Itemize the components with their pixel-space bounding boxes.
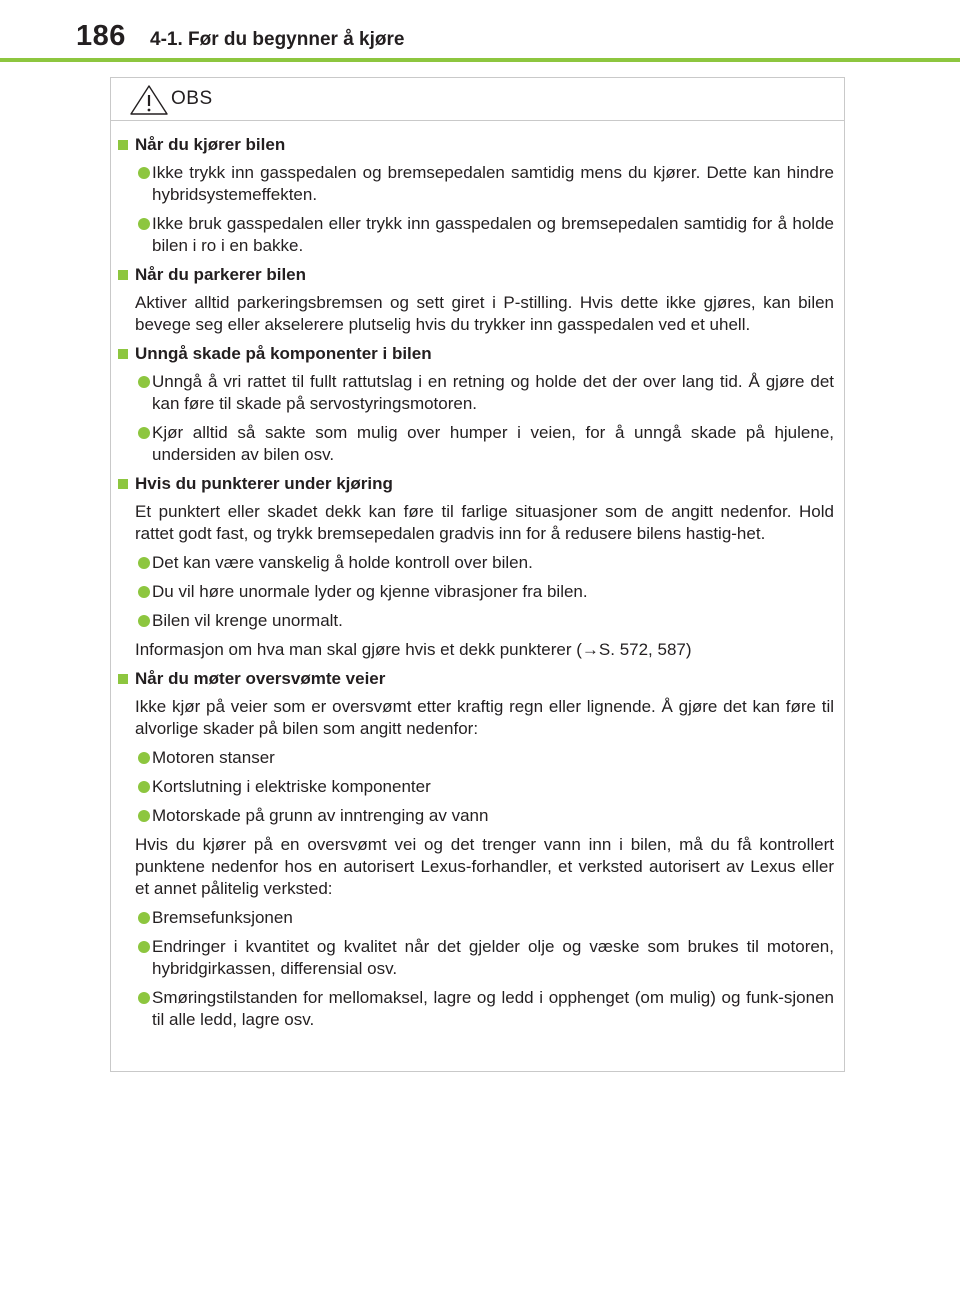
section-heading: Når du møter oversvømte veier [111, 668, 844, 690]
round-bullet-icon [138, 615, 150, 627]
list-item: Kortslutning i elektriske komponenter [111, 776, 844, 798]
square-bullet-icon [118, 270, 128, 280]
round-bullet-icon [138, 752, 150, 764]
round-bullet-icon [138, 557, 150, 569]
round-bullet-icon [138, 586, 150, 598]
paragraph: Et punktert eller skadet dekk kan føre til farlige situasjoner som de angitt nedenfor. Hold rattet godt fast, og trykk bremsepedalen gradvis inn for å redusere bilens hastig-het. [135, 502, 834, 543]
square-bullet-icon [118, 140, 128, 150]
round-bullet-icon [138, 941, 150, 953]
obs-label: OBS [171, 88, 213, 109]
section-heading: Hvis du punkterer under kjøring [111, 473, 844, 495]
list-item: Ikke trykk inn gasspedalen og bremsepedalen samtidig mens du kjører. Dette kan hindre hybridsystemeffekten. [111, 162, 844, 206]
list-item: Motorskade på grunn av inntrenging av vann [111, 805, 844, 827]
list-item: Det kan være vanskelig å holde kontroll over bilen. [111, 552, 844, 574]
page-reference: Informasjon om hva man skal gjøre hvis et dekk punkterer (→S. 572, 587) [135, 640, 692, 659]
section-heading: Unngå skade på komponenter i bilen [111, 343, 844, 365]
list-item: Endringer i kvantitet og kvalitet når det gjelder olje og væske som brukes til motoren, hybridgirkassen, differensial osv. [111, 936, 844, 980]
list-item: Bremsefunksjonen [111, 907, 844, 929]
list-item: Unngå å vri rattet til fullt rattutslag i en retning og holde det der over lang tid. Å gjøre det kan føre til skade på servostyringsmotoren. [111, 371, 844, 415]
round-bullet-icon [138, 167, 150, 179]
list-item: Du vil høre unormale lyder og kjenne vibrasjoner fra bilen. [111, 581, 844, 603]
round-bullet-icon [138, 427, 150, 439]
list-item: Ikke bruk gasspedalen eller trykk inn gasspedalen og bremsepedalen samtidig for å holde bilen i ro i en bakke. [111, 213, 844, 257]
obs-content [111, 134, 844, 1038]
square-bullet-icon [118, 349, 128, 359]
round-bullet-icon [138, 218, 150, 230]
page-header [0, 0, 960, 62]
paragraph: Aktiver alltid parkeringsbremsen og sett giret i P-stilling. Hvis dette ikke gjøres, kan bilen bevege seg eller akselerere plutselig hvis du trykker inn gasspedalen ved et uhell. [135, 293, 834, 334]
list-item: Motoren stanser [111, 747, 844, 769]
square-bullet-icon [118, 674, 128, 684]
round-bullet-icon [138, 992, 150, 1004]
section-puncture [111, 473, 844, 661]
round-bullet-icon [138, 781, 150, 793]
section-flooded-roads [111, 668, 844, 1031]
list-item: Smøringstilstanden for mellomaksel, lagre og ledd i opphenget (om mulig) og funk-sjonen til alle ledd, lagre osv. [111, 987, 844, 1031]
section-title: 4-1. Før du begynner å kjøre [150, 29, 405, 50]
header-rule [0, 58, 960, 62]
paragraph: Ikke kjør på veier som er oversvømt etter kraftig regn eller lignende. Å gjøre det kan føre til alvorlige skader på bilen som angitt nedenfor: [135, 697, 834, 738]
list-item: Bilen vil krenge unormalt. [111, 610, 844, 632]
round-bullet-icon [138, 810, 150, 822]
obs-warning-box [110, 77, 845, 1072]
page-number: 186 [76, 20, 126, 52]
obs-header [111, 78, 844, 121]
list-item: Kjør alltid så sakte som mulig over humper i veien, for å unngå skade på hjulene, undersiden av bilen osv. [111, 422, 844, 466]
section-heading: Når du kjører bilen [111, 134, 844, 156]
section-driving [111, 134, 844, 257]
paragraph: Hvis du kjører på en oversvømt vei og det trenger vann inn i bilen, må du få kontrollert punktene nedenfor hos en autorisert Lexus-forhandler, et verksted autorisert av Lexus eller et annet pålitelig verksted: [135, 835, 834, 898]
section-avoid-damage [111, 343, 844, 466]
warning-triangle-icon [129, 84, 169, 116]
round-bullet-icon [138, 376, 150, 388]
section-heading: Når du parkerer bilen [111, 264, 844, 286]
square-bullet-icon [118, 479, 128, 489]
round-bullet-icon [138, 912, 150, 924]
section-parking [111, 264, 844, 336]
